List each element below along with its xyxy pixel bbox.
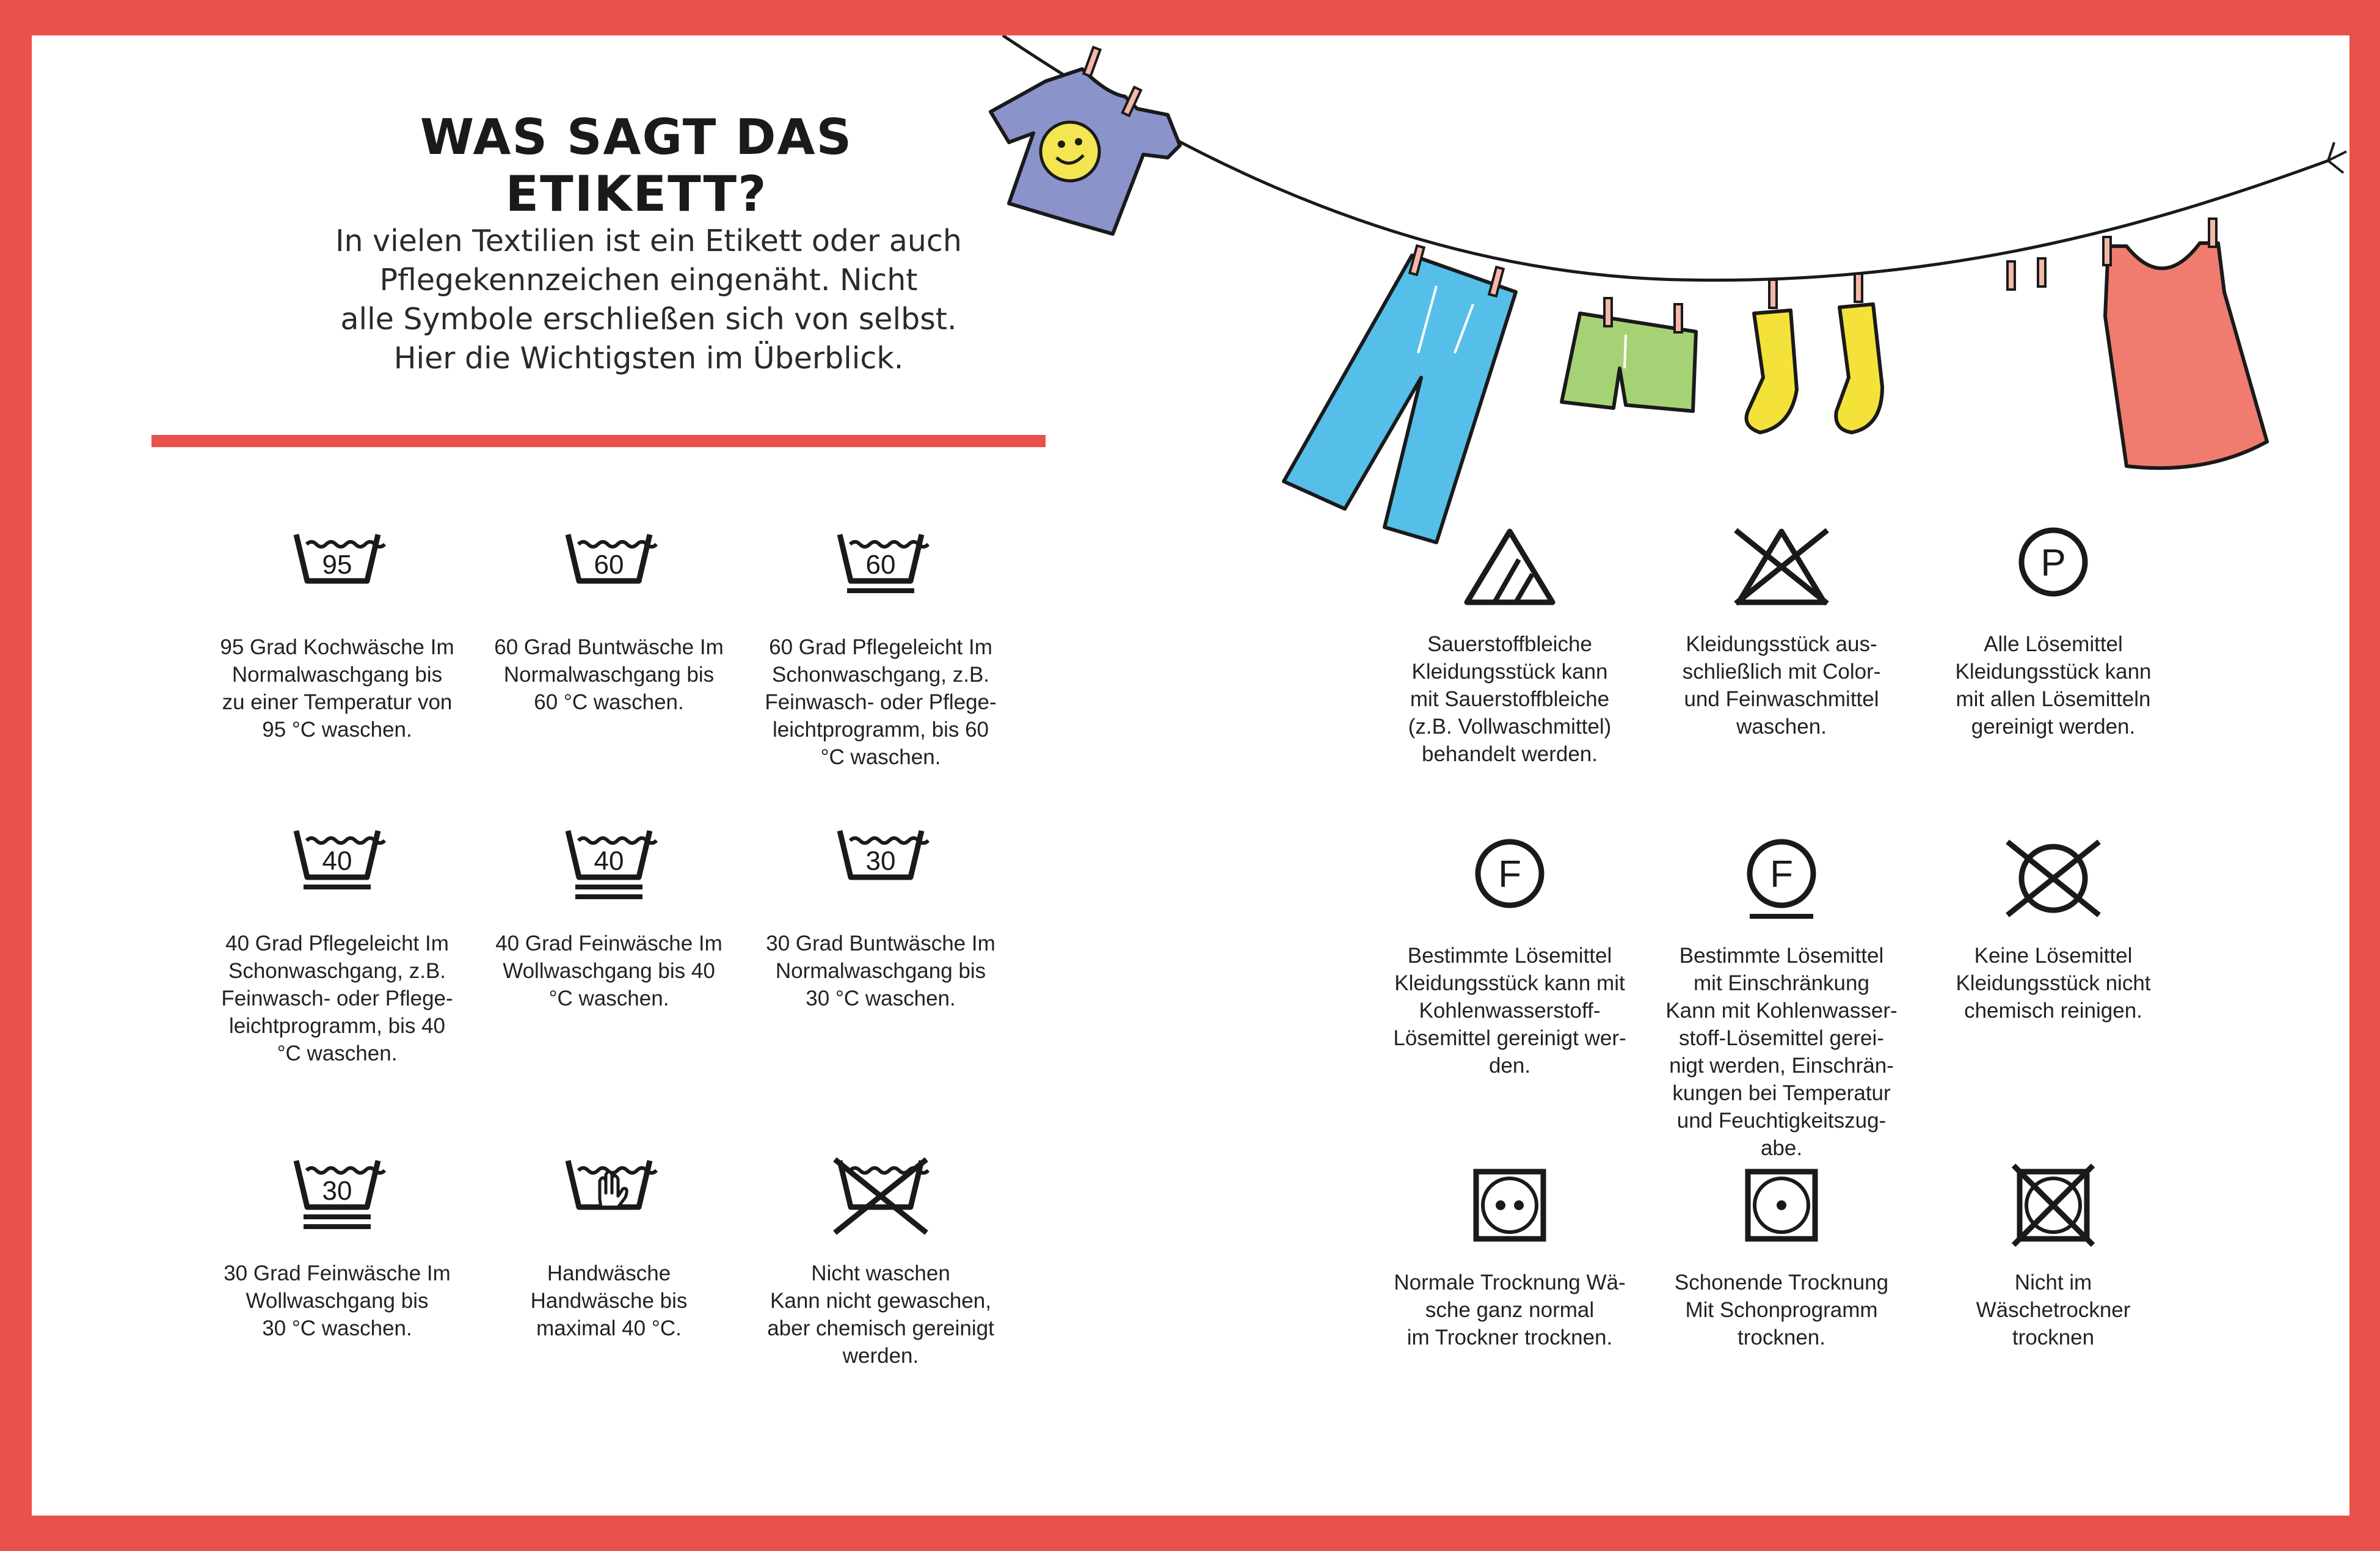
description-line: Normalwaschgang bis <box>503 663 715 687</box>
description-line: mit Sauerstoffbleiche <box>1410 687 1610 711</box>
intro-line: In vielen Textilien ist ein Etikett oder auch <box>335 224 962 258</box>
care-symbol <box>203 1153 471 1342</box>
description-line: Keine Lösemittel <box>1974 944 2133 968</box>
description-line: °C waschen. <box>548 987 669 1010</box>
care-symbol <box>1919 524 2188 740</box>
care-symbol <box>1647 836 1916 1162</box>
description-line: °C waschen. <box>277 1042 398 1065</box>
description-line: Handwäsche bis <box>530 1289 688 1313</box>
svg-text:40: 40 <box>322 846 352 876</box>
description-line: 30 Grad Feinwäsche Im <box>224 1261 451 1285</box>
description-line: aber chemisch gereinigt <box>767 1316 994 1340</box>
svg-text:95: 95 <box>322 550 352 580</box>
care-symbol <box>475 1153 743 1342</box>
description-line: Feinwasch- oder Pflege- <box>221 987 453 1010</box>
symbol-description <box>475 633 743 716</box>
description-line: gereinigt werden. <box>1971 715 2136 739</box>
description-line: Kann nicht gewaschen, <box>770 1289 991 1313</box>
intro-line: Pflegekennzeichen eingenäht. Nicht <box>379 263 918 297</box>
symbol-description <box>1647 942 1916 1162</box>
wash-60-icon <box>557 527 661 613</box>
socks-icon <box>1747 258 2046 432</box>
symbol-description <box>1375 1269 1644 1351</box>
description-line: Alle Lösemittel <box>1984 632 2123 656</box>
description-line: Schonwaschgang, z.B. <box>771 663 990 687</box>
description-line: Feinwasch- oder Pflege- <box>765 690 997 714</box>
description-line: Bestimmte Lösemittel <box>1679 944 1884 968</box>
symbol-description <box>1919 630 2188 740</box>
description-line: 40 Grad Pflegeleicht Im <box>225 932 449 955</box>
description-line: werden. <box>842 1344 919 1368</box>
symbol-description <box>746 930 1015 1012</box>
intro-text <box>264 222 1033 378</box>
hand-wash-icon <box>557 1153 661 1239</box>
symbol-description <box>475 1260 743 1342</box>
description-line: waschen. <box>1736 715 1827 739</box>
symbol-description <box>746 1260 1015 1370</box>
wash-30-icon <box>829 823 933 909</box>
description-line: 60 Grad Pflegeleicht Im <box>769 635 992 659</box>
description-line: kungen bei Temperatur <box>1672 1081 1891 1105</box>
description-line: °C waschen. <box>820 745 941 769</box>
description-line: und Feuchtigkeitszug- <box>1676 1109 1887 1133</box>
description-line: maximal 40 °C. <box>536 1316 682 1340</box>
symbol-description <box>203 633 471 743</box>
care-symbol <box>1375 836 1644 1079</box>
care-symbol <box>475 527 743 716</box>
svg-text:F: F <box>1770 853 1793 896</box>
do-not-wash-icon <box>829 1153 933 1239</box>
description-line: schließlich mit Color- <box>1682 660 1881 684</box>
description-line: den. <box>1488 1054 1531 1078</box>
description-line: im Trockner trocknen. <box>1407 1326 1613 1349</box>
care-symbol <box>746 527 1015 771</box>
do-not-tumble-dry-icon <box>2001 1162 2105 1248</box>
description-line: Wollwaschgang bis 40 <box>503 959 715 983</box>
description-line: 95 Grad Kochwäsche Im <box>220 635 454 659</box>
description-line: Kleidungsstück nicht <box>1956 971 2151 995</box>
description-line: 60 °C waschen. <box>534 690 684 714</box>
description-line: 95 °C waschen. <box>262 718 412 742</box>
svg-text:P: P <box>2040 542 2066 584</box>
description-line: Lösemittel gereinigt wer- <box>1393 1026 1626 1050</box>
intro-line: alle Symbole erschließen sich von selbst. <box>340 302 957 337</box>
symbol-description <box>1919 1269 2188 1351</box>
care-symbol <box>1919 1162 2188 1351</box>
shirt-icon <box>991 47 1180 234</box>
care-symbol <box>1647 1162 1916 1351</box>
description-line: Kann mit Kohlenwasser- <box>1665 999 1898 1023</box>
care-symbol <box>746 1153 1015 1370</box>
svg-text:F: F <box>1498 853 1521 896</box>
care-symbol <box>475 823 743 1012</box>
description-line: Bestimmte Lösemittel <box>1407 944 1612 968</box>
dry-clean-p-icon <box>2001 524 2105 610</box>
page-title: WAS SAGT DAS ETIKETT? <box>420 109 853 222</box>
care-symbol <box>1375 1162 1644 1351</box>
description-line: 60 Grad Buntwäsche Im <box>494 635 724 659</box>
description-line: trocknen <box>2012 1326 2095 1349</box>
description-line: mit allen Lösemitteln <box>1956 687 2151 711</box>
description-line: trocknen. <box>1738 1326 1825 1349</box>
description-line: (z.B. Vollwaschmittel) <box>1408 715 1612 739</box>
care-symbol <box>1375 524 1644 768</box>
care-label-infographic <box>32 35 2349 1516</box>
description-line: Nicht waschen <box>811 1261 950 1285</box>
description-line: Wollwaschgang bis <box>246 1289 429 1313</box>
shorts-icon <box>1562 298 1696 411</box>
description-line: 30 °C waschen. <box>806 987 956 1010</box>
description-line: nigt werden, Einschrän- <box>1669 1054 1894 1078</box>
wash-95-icon <box>285 527 389 613</box>
description-line: Kleidungsstück kann <box>1411 660 1608 684</box>
svg-text:30: 30 <box>865 846 896 876</box>
description-line: leichtprogramm, bis 60 <box>772 718 989 742</box>
description-line: Kohlenwasserstoff- <box>1419 999 1601 1023</box>
description-line: Handwäsche <box>547 1261 671 1285</box>
do-not-dry-clean-icon <box>2001 836 2105 921</box>
care-symbol <box>203 527 471 743</box>
symbol-description <box>1647 1269 1916 1351</box>
description-line: Sauerstoffbleiche <box>1427 632 1592 656</box>
description-line: 30 Grad Buntwäsche Im <box>766 932 995 955</box>
symbol-description <box>475 930 743 1012</box>
jeans-icon <box>1284 246 1516 542</box>
description-line: zu einer Temperatur von <box>222 690 453 714</box>
svg-text:40: 40 <box>594 846 624 876</box>
tumble-dry-gentle-icon <box>1730 1162 1833 1248</box>
description-line: Kleidungsstück aus- <box>1686 632 1877 656</box>
description-line: Kleidungsstück kann <box>1955 660 2152 684</box>
symbol-description <box>1647 630 1916 740</box>
symbol-description <box>1919 942 2188 1024</box>
tumble-dry-normal-icon <box>1458 1162 1562 1248</box>
dry-clean-f-gentle-icon <box>1730 836 1833 921</box>
wash-60-gentle-icon <box>829 527 933 613</box>
description-line: sche ganz normal <box>1425 1298 1595 1322</box>
svg-text:30: 30 <box>322 1176 352 1206</box>
tank-top-icon <box>2103 219 2267 468</box>
wash-40-gentle-icon <box>285 823 389 909</box>
divider <box>151 435 1046 447</box>
care-symbol <box>1919 836 2188 1024</box>
description-line: Normalwaschgang bis <box>231 663 443 687</box>
care-symbol <box>746 823 1015 1012</box>
svg-text:60: 60 <box>594 550 624 580</box>
wash-30-wool-icon <box>285 1153 389 1239</box>
description-line: Mit Schonprogramm <box>1685 1298 1878 1322</box>
description-line: Nicht im <box>2014 1271 2092 1294</box>
description-line: Wäschetrockner <box>1976 1298 2131 1322</box>
wash-40-wool-icon <box>557 823 661 909</box>
care-symbol <box>203 823 471 1067</box>
description-line: und Feinwaschmittel <box>1684 687 1879 711</box>
description-line: stoff-Lösemittel gerei- <box>1679 1026 1884 1050</box>
description-line: Kleidungsstück kann mit <box>1394 971 1625 995</box>
intro-line: Hier die Wichtigsten im Überblick. <box>393 341 904 376</box>
no-bleach-icon <box>1730 524 1833 610</box>
symbol-description <box>1375 630 1644 768</box>
description-line: Schonende Trocknung <box>1674 1271 1889 1294</box>
symbol-description <box>1375 942 1644 1079</box>
symbol-description <box>203 1260 471 1342</box>
dry-clean-f-icon <box>1458 836 1562 921</box>
description-line: abe. <box>1760 1136 1803 1160</box>
care-symbol <box>1647 524 1916 740</box>
description-line: chemisch reinigen. <box>1964 999 2142 1023</box>
description-line: Normalwaschgang bis <box>775 959 986 983</box>
symbol-description <box>746 633 1015 771</box>
symbol-description <box>203 930 471 1067</box>
svg-text:60: 60 <box>865 550 896 580</box>
description-line: Normale Trocknung Wä- <box>1394 1271 1626 1294</box>
description-line: leichtprogramm, bis 40 <box>228 1014 446 1038</box>
description-line: mit Einschränkung <box>1694 971 1869 995</box>
description-line: 30 °C waschen. <box>262 1316 412 1340</box>
description-line: 40 Grad Feinwäsche Im <box>495 932 722 955</box>
description-line: Schonwaschgang, z.B. <box>228 959 446 983</box>
oxygen-bleach-icon <box>1458 524 1562 610</box>
description-line: behandelt werden. <box>1422 742 1598 766</box>
